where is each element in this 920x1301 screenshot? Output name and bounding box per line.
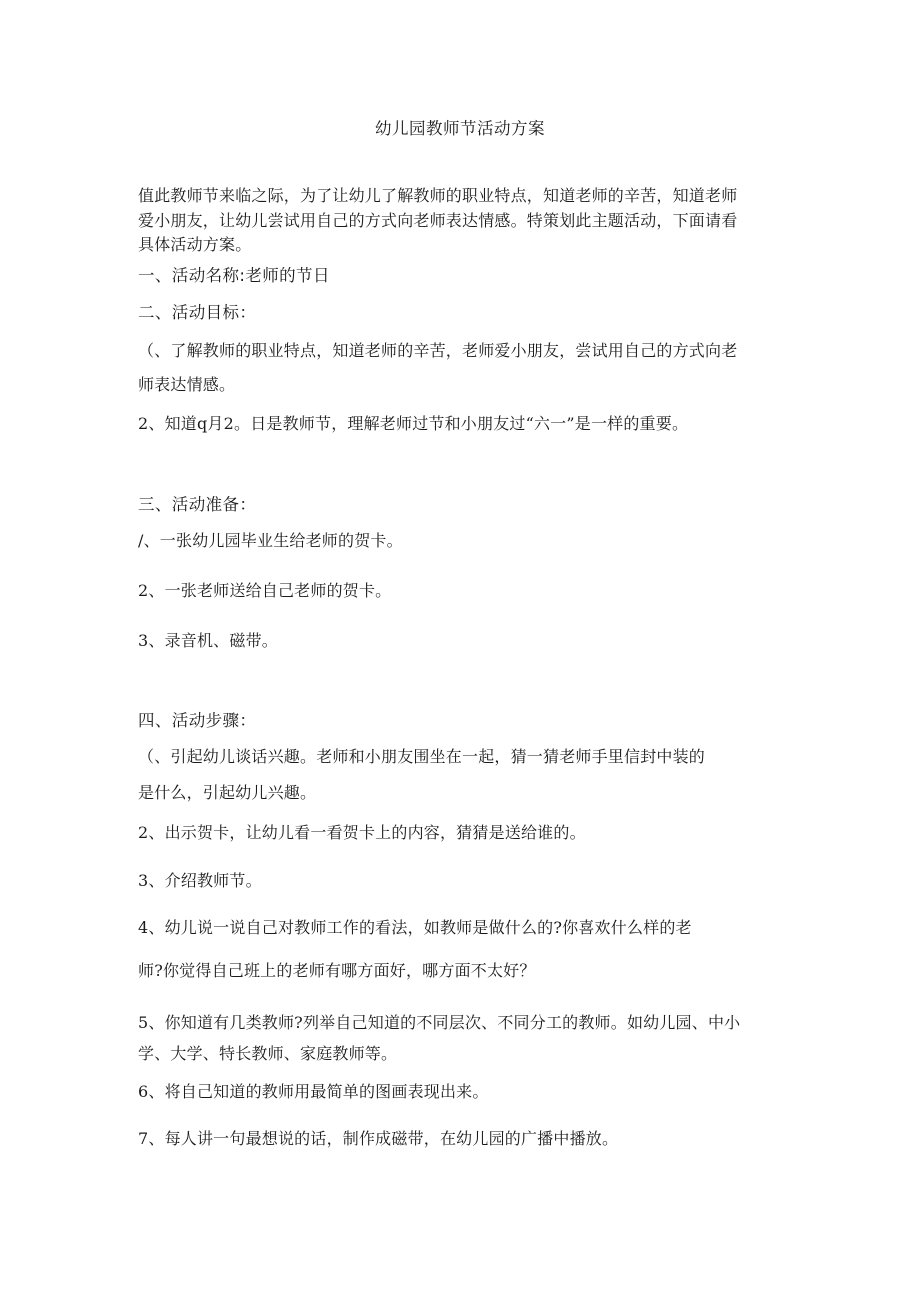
step-7: 7、每人讲一句最想说的话，制作成磁带，在幼儿园的广播中播放。 bbox=[138, 1129, 619, 1148]
step-4-line-2: 师?你觉得自己班上的老师有哪方面好，哪方面不太好？ bbox=[138, 961, 536, 980]
prep-item-1: /、一张幼儿园毕业生给老师的贺卡。 bbox=[138, 531, 403, 550]
step-1-line-1: （、引起幼儿谈话兴趣。老师和小朋友围坐在一起，猜一猜老师手里信封中装的 bbox=[138, 747, 706, 766]
step-1-line-2: 是什么，引起幼儿兴趣。 bbox=[138, 783, 317, 802]
section-heading-steps: 四、活动步骤： bbox=[138, 711, 257, 730]
prep-item-2: 2、一张老师送给自己老师的贺卡。 bbox=[138, 581, 392, 600]
intro-line-1: 值此教师节来临之际，为了让幼儿了解教师的职业特点，知道老师的辛苦，知道老师 bbox=[138, 186, 738, 205]
goal-item-2: 2、知道q月2。日是教师节，理解老师过节和小朋友过“六一”是一样的重要。 bbox=[138, 414, 689, 433]
section-heading-name: 一、活动名称:老师的节日 bbox=[138, 266, 330, 285]
prep-item-3: 3、录音机、磁带。 bbox=[138, 631, 278, 650]
step-3: 3、介绍教师节。 bbox=[138, 871, 262, 890]
goal-item-1-line-2: 师表达情感。 bbox=[138, 375, 236, 394]
goal-item-1-line-1: （、了解教师的职业特点，知道老师的辛苦，老师爱小朋友，尝试用自己的方式向老 bbox=[138, 341, 738, 360]
intro-line-3: 具体活动方案。 bbox=[138, 235, 252, 254]
intro-line-2: 爱小朋友，让幼儿尝试用自己的方式向老师表达情感。特策划此主题活动，下面请看 bbox=[138, 211, 738, 230]
section-heading-goals: 二、活动目标： bbox=[138, 303, 257, 322]
step-4-line-1: 4、幼儿说一说自己对教师工作的看法，如教师是做什么的?你喜欢什么样的老 bbox=[138, 918, 692, 937]
step-6: 6、将自己知道的教师用最简单的图画表现出来。 bbox=[138, 1082, 489, 1101]
step-5-line-2: 学、大学、特长教师、家庭教师等。 bbox=[138, 1044, 398, 1063]
step-5-line-1: 5、你知道有几类教师?列举自己知道的不同层次、不同分工的教师。如幼儿园、中小 bbox=[138, 1013, 741, 1032]
step-2: 2、出示贺卡，让幼儿看一看贺卡上的内容，猜猜是送给谁的。 bbox=[138, 823, 586, 842]
document-title: 幼儿园教师节活动方案 bbox=[375, 119, 545, 138]
section-heading-preparation: 三、活动准备： bbox=[138, 495, 257, 514]
